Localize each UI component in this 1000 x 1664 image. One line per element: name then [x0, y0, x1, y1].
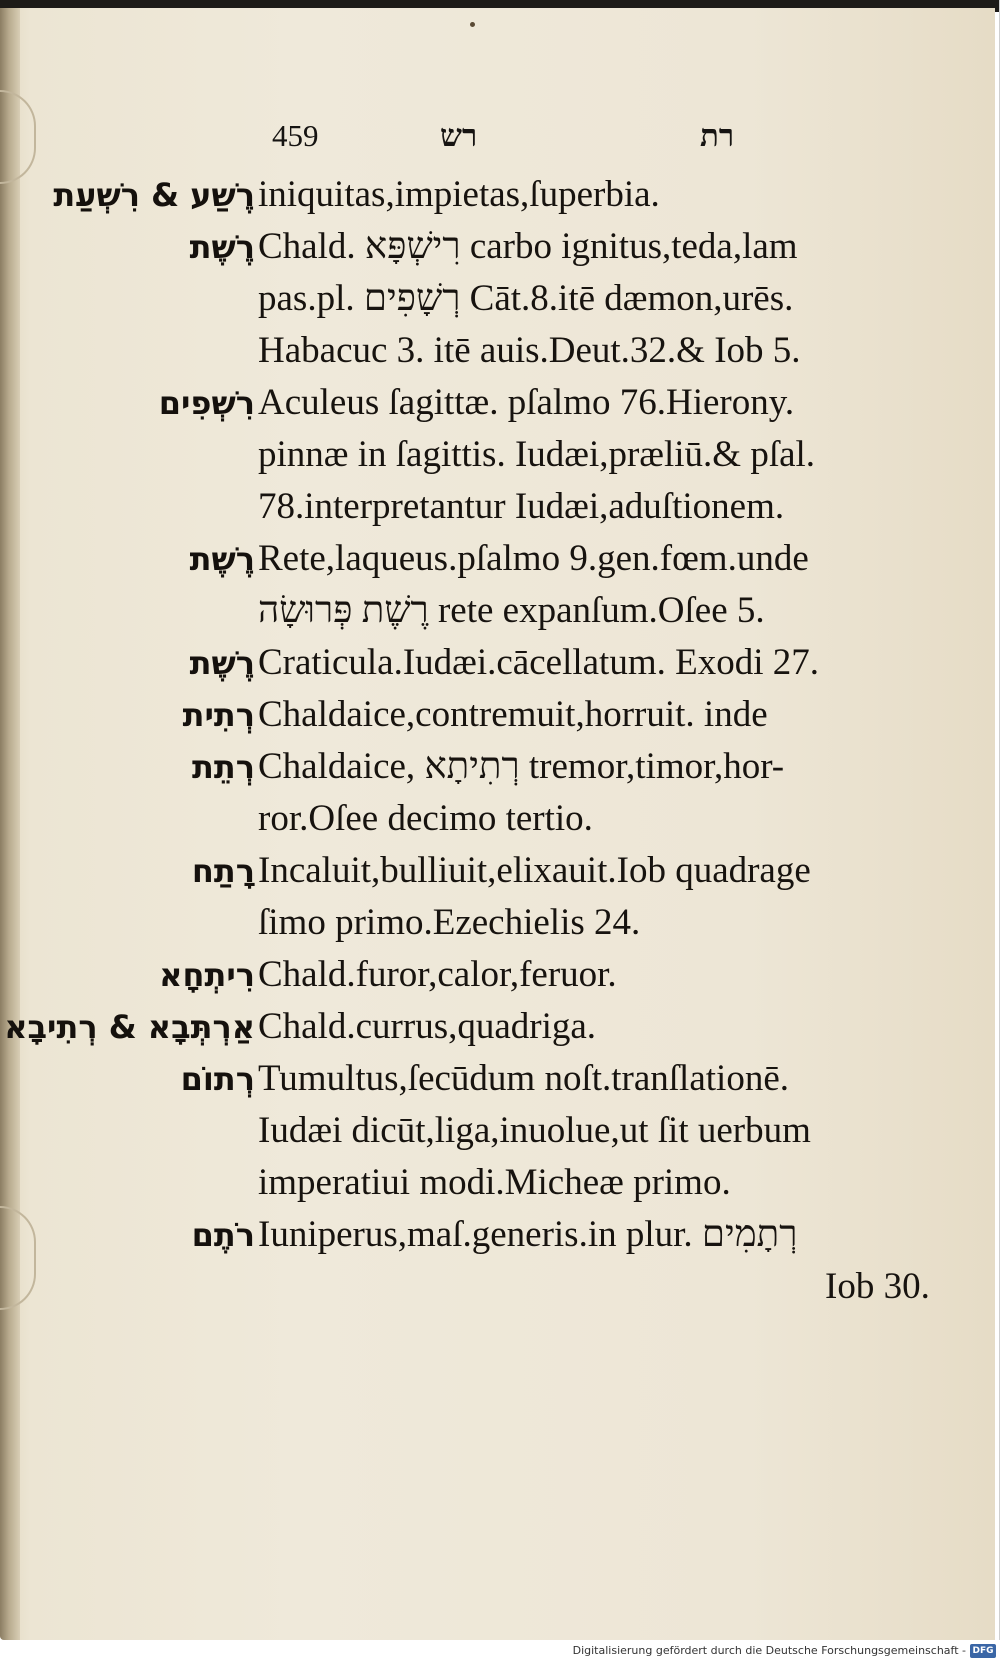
page-gutter-edge [0, 8, 20, 1640]
entry-line: 78.interpretantur Iudæi,aduſtionem. [258, 486, 785, 527]
page-header [0, 118, 995, 158]
scanned-page [0, 8, 995, 1640]
entry-line: Iudæi dicūt,liga,inuolue,ut ſit uerbum [258, 1110, 811, 1151]
entry-headword: אַרְתְּבָא & רְתִיבָא [4, 1008, 255, 1046]
entry-line: Tumultus,ſecūdum noſt.tranſlationē. [258, 1058, 789, 1099]
entry-headword: רֶשֶׁת [189, 540, 255, 578]
entry-headword: רְתִית [182, 696, 255, 734]
entry-headword: רֶשֶׁת [189, 228, 255, 266]
entry-line: Chaldaice,contremuit,horruit. inde [258, 694, 768, 735]
funding-credit: Digitalisierung gefördert durch die Deutsche Forschungsgemeinschaft - [572, 1644, 966, 1657]
entry-line: ror.Oſee decimo tertio. [258, 798, 593, 839]
entry-headword: רָתַח [191, 852, 255, 890]
entry-line: iniquitas,impietas,ſuperbia. [258, 174, 660, 215]
folio-number: 459 [272, 118, 319, 153]
entry-headword: רְתֵת [192, 748, 255, 786]
entry-line: רֶשֶׁת פְּרוּשָׂה rete expanſum.Oſee 5. [258, 590, 765, 631]
entry-line: imperatiui modi.Micheæ primo. [258, 1162, 731, 1203]
running-head-center: רש [440, 118, 478, 154]
entry-line: Incaluit,bulliuit,elixauit.Iob quadrage [258, 850, 811, 891]
entry-line: Chald.currus,quadriga. [258, 1006, 597, 1047]
entry-headword: רֹתֶם [191, 1216, 255, 1254]
entry-line: Chald. רִישְׁפָּא carbo ignitus,teda,lam [258, 226, 798, 267]
footer-bar [0, 1640, 1000, 1664]
ink-smudge [470, 22, 475, 27]
entry-line: Craticula.Iudæi.cācellatum. Exodi 27. [258, 642, 819, 683]
entry-headword: רֶשַׁע & רִשְׁעַת [53, 176, 255, 214]
page-clip-bottom [0, 1206, 36, 1310]
entry-headword: רִיתְחָא [159, 956, 255, 994]
entry-line: Iob 30. [825, 1266, 930, 1307]
entry-line: pinnæ in ſagittis. Iudæi,præliū.& pſal. [258, 434, 816, 475]
entry-line: ſimo primo.Ezechielis 24. [258, 902, 641, 943]
entry-line: Iuniperus,maſ.generis.in plur. רְתָמִים [258, 1214, 798, 1255]
entry-line: Rete,laqueus.pſalmo 9.gen.fœm.unde [258, 538, 809, 579]
entry-headword: רְתוֹם [180, 1060, 255, 1098]
running-head-right: רת [700, 118, 735, 154]
entry-headword: רִשְׁפִים [158, 384, 255, 422]
entry-line: pas.pl. רְשָׁפִים Cāt.8.itē dæmon,urēs. [258, 278, 794, 319]
entry-line: Chald.furor,calor,feruor. [258, 954, 617, 995]
entry-line: Aculeus ſagittæ. pſalmo 76.Hierony. [258, 382, 795, 423]
entry-headword: רֶשֶׁת [189, 644, 255, 682]
dfg-logo: DFG [970, 1644, 996, 1658]
entry-line: Habacuc 3. itē auis.Deut.32.& Iob 5. [258, 330, 801, 371]
entry-line: Chaldaice, רְתִיתָא tremor,timor,hor- [258, 746, 785, 787]
